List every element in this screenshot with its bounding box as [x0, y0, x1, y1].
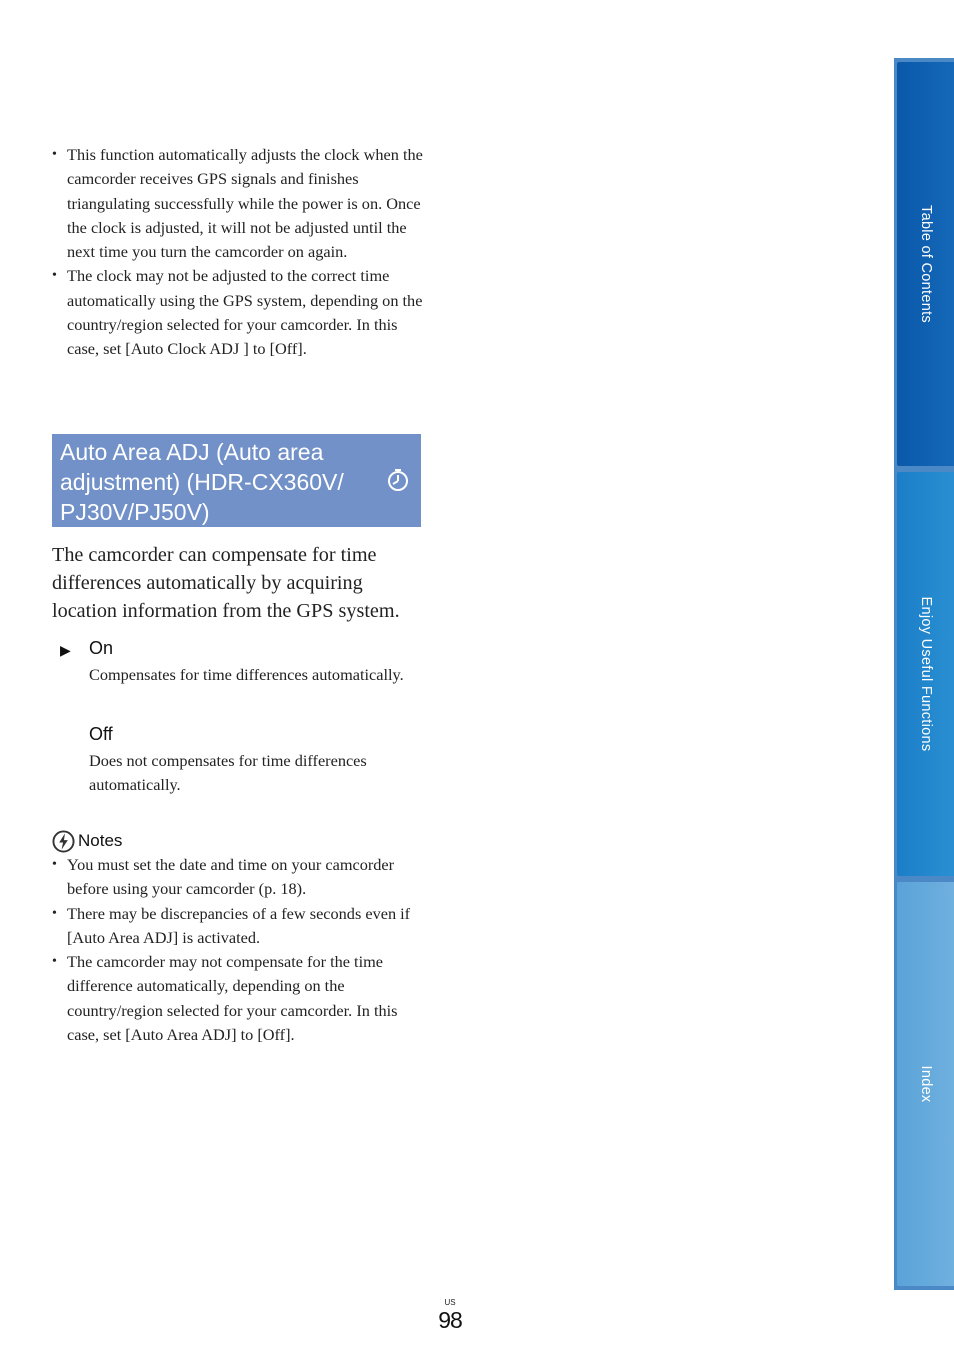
section-title-line: PJ30V/PJ50V)	[60, 499, 210, 525]
page-number	[435, 1298, 465, 1332]
notes-heading-label: Notes	[78, 831, 123, 850]
tab-index[interactable]	[897, 882, 954, 1286]
page-region: US	[444, 1298, 456, 1307]
option-on-label: On	[89, 638, 114, 658]
side-nav	[894, 58, 954, 1290]
tab-label: Enjoy Useful Functions	[917, 596, 934, 752]
section-heading	[52, 434, 421, 527]
tab-enjoy-useful-functions[interactable]	[897, 472, 954, 876]
clock-timer-icon	[386, 468, 410, 492]
section-title-line: adjustment) (HDR-CX360V/	[60, 469, 344, 495]
tab-table-of-contents[interactable]	[897, 62, 954, 466]
page-number-value: 98	[438, 1307, 462, 1333]
intro-bullet-list	[52, 143, 424, 362]
notes-heading	[52, 829, 122, 853]
list-item: • You must set the date and time on your camcorder before using your camcorder (p. 18).	[52, 853, 424, 902]
lead-paragraph: The camcorder can compensate for time differences automatically by acquiring location information from the GPS system.	[52, 544, 400, 622]
tab-label: Index	[917, 1065, 934, 1103]
list-item: • This function automatically adjusts the clock when the camcorder receives GPS signals and finishes triangulating successfully while the power is on. Once the clock is adjusted, it will not be adjusted until the next time you turn the camcorder on again.	[52, 143, 424, 264]
list-item: • The clock may not be adjusted to the correct time automatically using the GPS system, depending on the country/region selected for your camcorder. In this case, set [Auto Clock ADJ ] to [Off].	[52, 264, 424, 361]
notes-list	[52, 853, 424, 1047]
notes-bolt-icon	[52, 830, 75, 853]
option-off-label: Off	[89, 724, 113, 744]
tab-label: Table of Contents	[917, 205, 934, 323]
right-triangle-icon: ▶	[60, 643, 71, 659]
option-off-description: Does not compensates for time differences automatically.	[89, 751, 367, 795]
option-on-description: Compensates for time differences automatically.	[89, 665, 404, 684]
list-item: • There may be discrepancies of a few seconds even if [Auto Area ADJ] is activated.	[52, 902, 424, 951]
list-item: • The camcorder may not compensate for the time difference automatically, depending on the country/region selected for your camcorder. In this case, set [Auto Area ADJ] to [Off].	[52, 950, 424, 1047]
section-title-line: Auto Area ADJ (Auto area	[60, 439, 324, 465]
